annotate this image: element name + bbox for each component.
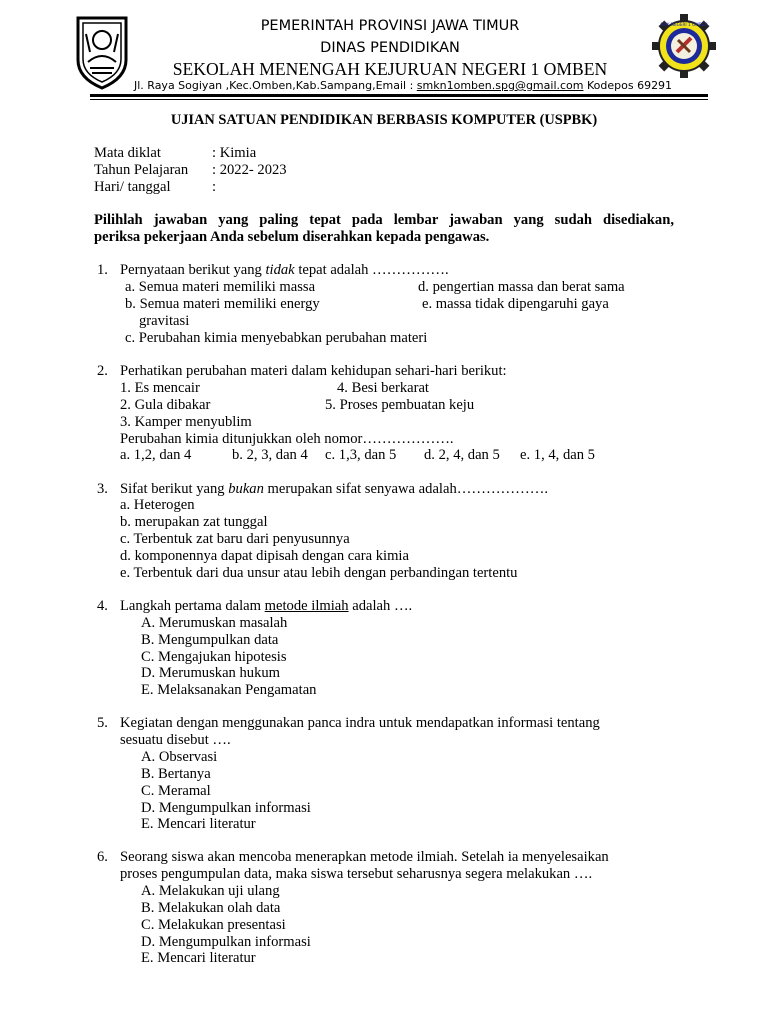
q4-option-e: E. Melaksanakan Pengamatan <box>141 682 317 698</box>
q4-option-b: B. Mengumpulkan data <box>141 632 279 648</box>
letterhead-address <box>134 79 672 93</box>
q2-item-3: 3. Kamper menyublim <box>120 414 252 430</box>
q4-option-a: A. Merumuskan masalah <box>141 615 288 631</box>
q3-option-c: c. Terbentuk zat baru dari penyusunnya <box>120 531 350 547</box>
letterhead-divider-thin <box>90 99 708 100</box>
q2-item-2: 2. Gula dibakar <box>120 397 211 413</box>
q5-option-d: D. Mengumpulkan informasi <box>141 800 311 816</box>
q6-option-d: D. Mengumpulkan informasi <box>141 934 311 950</box>
q2-item-4: 4. Besi berkarat <box>337 380 429 396</box>
meta-year-value: : 2022- 2023 <box>212 162 287 178</box>
q1-stem-post: tepat adalah ……………. <box>294 262 449 278</box>
q1-option-c: c. Perubahan kimia menyebabkan perubahan materi <box>125 330 428 346</box>
q4-stem-post: adalah …. <box>348 598 413 614</box>
q2-item-5: 5. Proses pembuatan keju <box>325 397 475 413</box>
email-link[interactable]: smkn1omben.spg@gmail.com <box>416 79 584 92</box>
q2-question: Perubahan kimia ditunjukkan oleh nomor………………. <box>120 431 454 447</box>
address-text: Jl. Raya Sogiyan ,Kec.Omben,Kab.Sampang,Email : <box>134 79 417 92</box>
instruction-line-2: periksa pekerjaan Anda sebelum diserahkan kepada pengawas. <box>94 229 490 245</box>
meta-subject-label: Mata diklat <box>94 145 161 161</box>
q6-stem-line-1: Seorang siswa akan mencoba menerapkan metode ilmiah. Setelah ia menyelesaikan <box>120 849 609 865</box>
q4-number: 4. <box>97 598 108 614</box>
q1-stem-pre: Pernyataan berikut yang <box>120 262 266 278</box>
q4-stem-underlined: metode ilmiah <box>264 598 349 614</box>
q3-stem-emphasis: bukan <box>228 481 264 497</box>
q6-option-b: B. Melakukan olah data <box>141 900 281 916</box>
q6-option-a: A. Melakukan uji ulang <box>141 883 280 899</box>
letterhead-divider-thick <box>90 94 708 97</box>
q3-stem-pre: Sifat berikut yang <box>120 481 229 497</box>
instruction-line-1: Pilihlah jawaban yang paling tepat pada lembar jawaban yang sudah disediakan, <box>94 212 674 228</box>
q5-stem-line-2: sesuatu disebut …. <box>120 732 231 748</box>
q6-option-c: C. Melakukan presentasi <box>141 917 286 933</box>
q3-option-b: b. merupakan zat tunggal <box>120 514 268 530</box>
q6-option-e: E. Mencari literatur <box>141 950 256 966</box>
q2-number: 2. <box>97 363 108 379</box>
q4-option-c: C. Mengajukan hipotesis <box>141 649 287 665</box>
letterhead-government: PEMERINTAH PROVINSI JAWA TIMUR <box>260 18 520 34</box>
q3-option-d: d. komponennya dapat dipisah dengan cara kimia <box>120 548 409 564</box>
postal-code: Kodepos 69291 <box>583 79 673 92</box>
q3-option-e: e. Terbentuk dari dua unsur atau lebih dengan perbandingan tertentu <box>120 565 518 581</box>
meta-subject-value: : Kimia <box>212 145 257 161</box>
q4-option-d: D. Merumuskan hukum <box>141 665 281 681</box>
q2-option-b: b. 2, 3, dan 4 <box>232 447 308 463</box>
q2-option-d: d. 2, 4, dan 5 <box>424 447 500 463</box>
q2-item-1: 1. Es mencair <box>120 380 200 396</box>
q2-option-c: c. 1,3, dan 5 <box>325 447 397 463</box>
q5-number: 5. <box>97 715 108 731</box>
q6-number: 6. <box>97 849 108 865</box>
q1-option-a: a. Semua materi memiliki massa <box>125 279 316 295</box>
q1-option-e-continued: gravitasi <box>139 313 190 329</box>
q3-number: 3. <box>97 481 108 497</box>
q1-stem-emphasis: tidak <box>265 262 295 278</box>
q2-option-a: a. 1,2, dan 4 <box>120 447 192 463</box>
letterhead-department: DINAS PENDIDIKAN <box>320 40 460 56</box>
q1-option-b: b. Semua materi memiliki energy <box>125 296 320 312</box>
meta-year-label: Tahun Pelajaran <box>94 162 189 178</box>
q5-option-e: E. Mencari literatur <box>141 816 256 832</box>
q4-stem-pre: Langkah pertama dalam <box>120 598 265 614</box>
q2-option-e: e. 1, 4, dan 5 <box>520 447 595 463</box>
q2-stem: Perhatikan perubahan materi dalam kehidupan sehari-hari berikut: <box>120 363 507 379</box>
q1-option-e: e. massa tidak dipengaruhi gaya <box>422 296 609 312</box>
school-logo-text: SMK NEGERI 1 OMBEN <box>660 22 708 27</box>
exam-title: UJIAN SATUAN PENDIDIKAN BERBASIS KOMPUTER (USPBK) <box>170 112 598 128</box>
q3-stem <box>120 481 548 498</box>
q5-option-c: C. Meramal <box>141 783 211 799</box>
q5-stem-line-1: Kegiatan dengan menggunakan panca indra untuk mendapatkan informasi tentang <box>120 715 600 731</box>
meta-date-label: Hari/ tanggal <box>94 179 171 195</box>
q4-stem <box>120 598 412 615</box>
q6-stem-line-2: proses pengumpulan data, maka siswa tersebut seharusnya segera melakukan …. <box>120 866 593 882</box>
q3-option-a: a. Heterogen <box>120 497 195 513</box>
letterhead-school-name: SEKOLAH MENENGAH KEJURUAN NEGERI 1 OMBEN <box>172 59 608 79</box>
meta-date-value: : <box>212 179 217 195</box>
q5-option-b: B. Bertanya <box>141 766 211 782</box>
q1-option-d: d. pengertian massa dan berat sama <box>418 279 625 295</box>
q1-number: 1. <box>97 262 108 278</box>
q3-stem-post: merupakan sifat senyawa adalah………………. <box>263 481 548 497</box>
q1-stem <box>120 262 449 279</box>
q5-option-a: A. Observasi <box>141 749 218 765</box>
